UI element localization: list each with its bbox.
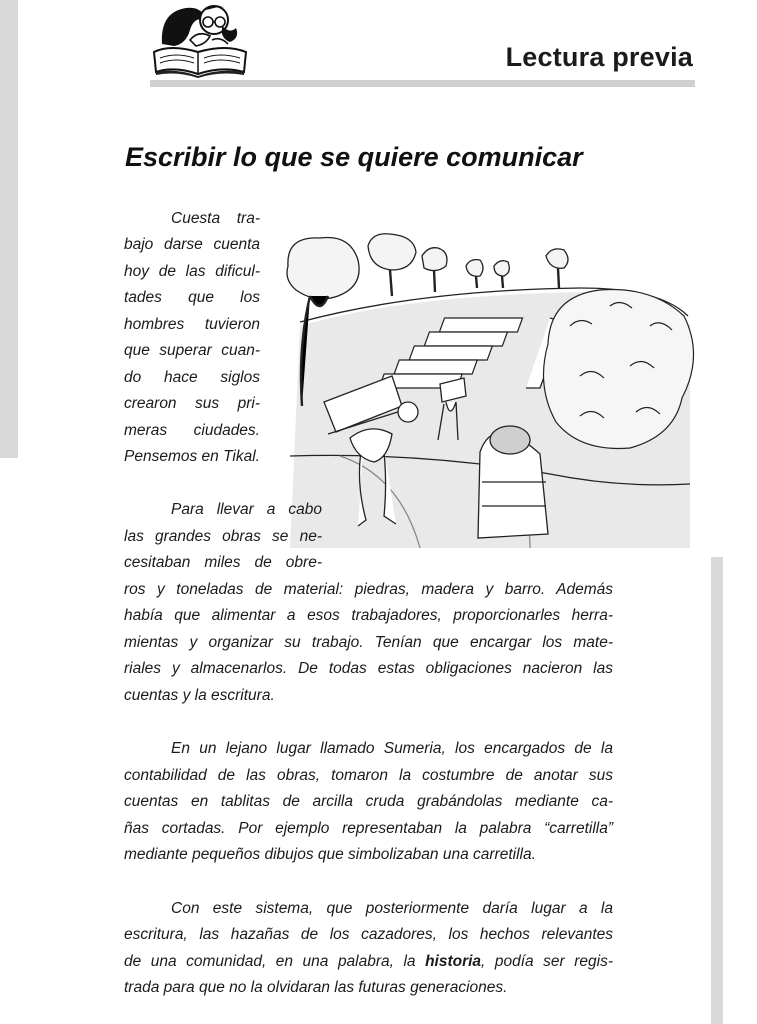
- paragraph-1-line: que superar cuan-: [124, 342, 260, 359]
- document-title: Escribir lo que se quiere comunicar: [125, 142, 583, 172]
- paragraph-2-line: mientas y organizar su trabajo. Tenían que encargar los mate-: [124, 634, 613, 651]
- paragraph-1-line: tades que los: [124, 289, 260, 306]
- paragraph-4-text: , podía ser regis-: [481, 953, 613, 970]
- header-rule: [150, 80, 695, 87]
- paragraph-2-line: riales y almacenarlos. De todas estas obligaciones nacieron las: [124, 660, 613, 677]
- paragraph-1-line: Pensemos en Tikal.: [124, 448, 260, 465]
- paragraph-2-line: Para llevar a cabo: [171, 501, 322, 518]
- paragraph-2-line: había que alimentar a esos trabajadores, proporcionarles herra-: [124, 607, 613, 624]
- paragraph-1-line: crearon sus pri-: [124, 395, 260, 412]
- paragraph-3-line: ñas cortadas. Por ejemplo representaban la palabra “carretilla”: [124, 820, 613, 837]
- paragraph-2-line: cuentas y la escritura.: [124, 687, 275, 704]
- paragraph-1-line: meras ciudades.: [124, 422, 260, 439]
- construction-illustration: [280, 226, 700, 548]
- paragraph-1-line: hombres tuvieron: [124, 316, 260, 333]
- paragraph-1-line: Cuesta tra-: [171, 210, 260, 227]
- paragraph-4-text: de una comunidad, en una palabra, la: [124, 953, 426, 970]
- paragraph-4-line: trada para que no la olvidaran las futuras generaciones.: [124, 979, 508, 996]
- paragraph-2-line: cesitaban miles de obre-: [124, 554, 322, 571]
- paragraph-4-line: escritura, las hazañas de los cazadores, los hechos relevantes: [124, 926, 613, 943]
- paragraph-2-line: las grandes obras se ne-: [124, 528, 322, 545]
- paragraph-3-line: En un lejano lugar llamado Sumeria, los encargados de la: [171, 740, 613, 757]
- paragraph-2-line: ros y toneladas de material: piedras, madera y barro. Además: [124, 581, 613, 598]
- paragraph-4-line: Con este sistema, que posteriormente daría lugar a la: [171, 900, 613, 917]
- section-title: Lectura previa: [505, 42, 693, 72]
- paragraph-3-line: mediante pequeños dibujos que simbolizaban una carretilla.: [124, 846, 536, 863]
- paragraph-3-line: contabilidad de las obras, tomaron la costumbre de anotar sus: [124, 767, 613, 784]
- paragraph-1-line: do hace siglos: [124, 369, 260, 386]
- right-margin-bar: [711, 557, 723, 1024]
- paragraph-3-line: cuentas en tablitas de arcilla cruda grabándolas mediante ca-: [124, 793, 613, 810]
- paragraph-4-line: [124, 949, 613, 975]
- historia-emphasis: historia: [425, 953, 482, 970]
- left-margin-bar: [0, 0, 18, 458]
- reading-mascot-icon: [150, 0, 250, 78]
- paragraph-1-line: hoy de las dificul-: [124, 263, 260, 280]
- paragraph-1-line: bajo darse cuenta: [124, 236, 260, 253]
